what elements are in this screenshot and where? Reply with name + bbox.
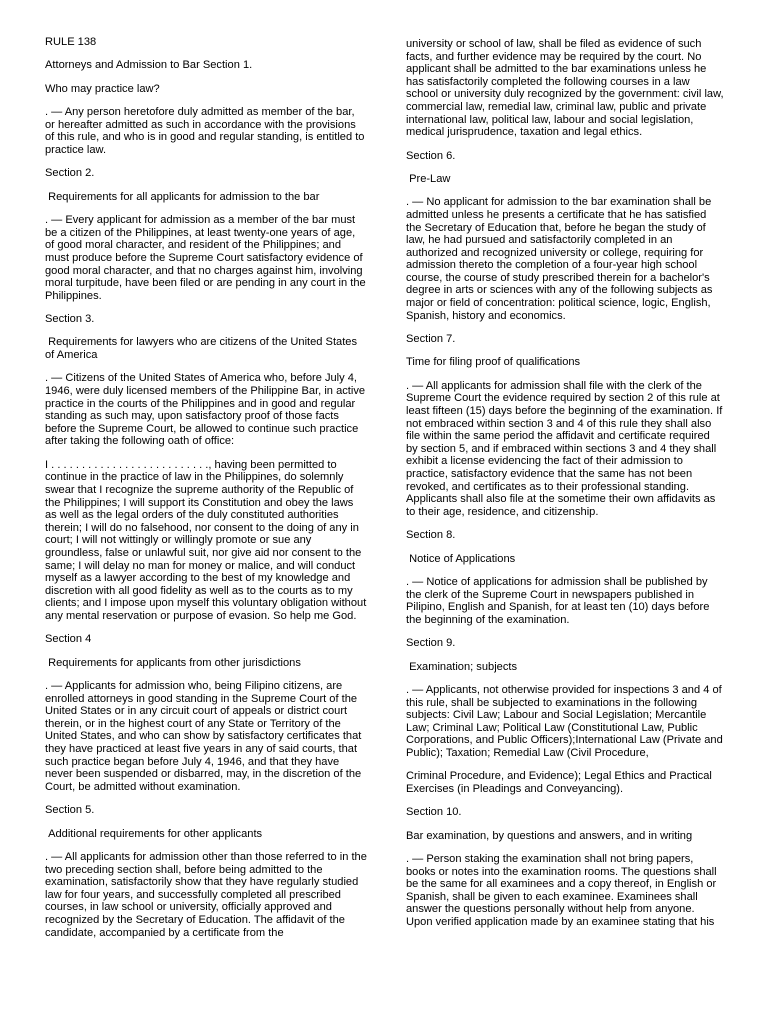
section-7-number: Section 7. xyxy=(406,333,456,346)
section-10-body: . — Person staking the examination shall not bring papers, books or notes into the examination rooms. The questions shall be the same for all examinees and a copy thereof, in English or Spanish, shall be given to each examinee. Examinees shall answer the questions personally without help from anyone. Upon verified application made by an examinee stating that his xyxy=(406,853,720,928)
section-6-number: Section 6. xyxy=(406,149,456,162)
section-4-body: . — Applicants for admission who, being Filipino citizens, are enrolled attorneys in good standing in the Supreme Court of the United States or in any circuit court of appeals or district court therein, or in the highest court of any State or Territory of the United States, and who can show by satisfactory certificates that they have practiced at least five years in any of said courts, that such practice began before July 4, 1946, and that they have never been suspended or disbarred, may, in the discretion of the Court, be admitted without examination. xyxy=(45,680,365,793)
section-3-body: . — Citizens of the United States of America who, before July 4, 1946, were duly licensed members of the Philippine Bar, in active practice in the courts of the Philippines and in good and regular standing as such may, upon satisfactory proof of those facts before the Supreme Court, be allowed to continue such practice after taking the following oath of office: xyxy=(45,372,369,448)
section-8-number: Section 8. xyxy=(406,529,456,542)
section-4-heading: Requirements for applicants from other jurisdictions xyxy=(45,656,301,669)
section-6-heading: Pre-Law xyxy=(406,172,451,185)
oath-of-office: I . . . . . . . . . . . . . . . . . . . . . . . . . ., having been permitted to continue in the practice of law in the Philippines, do solemnly swear that I recognize the supreme authority of the Republic of the Philippines; I will support its Constitution and obey the laws as well as the legal orders of the duly constituted authorities therein; I will do no falsehood, nor consent to the doing of any in court; I will not wittingly or willingly promote or sue any groundless, false or unlawful suit, nor give aid nor consent to the same; I will delay no man for money or malice, and will conduct myself as a lawyer according to the best of my knowledge and discretion with all good fidelity as well as to the courts as to my clients; and I impose upon myself this voluntary obligation without any mental reservation or purpose of evasion. So help me God. xyxy=(45,458,370,622)
section-10-number: Section 10. xyxy=(406,806,462,819)
section-8-body: . — Notice of applications for admission shall be published by the clerk of the Supreme Court in newspapers published in Pilipino, English and Spanish, for at least ten (10) days before the beginning of the examination. xyxy=(406,575,713,626)
section-7-body: . — All applicants for admission shall file with the clerk of the Supreme Court the evidence required by section 2 of this rule at least fifteen (15) days before the beginning of the examination. If not embraced within section 3 and 4 of this rule they shall also file within the same period the affidavit and certificate required by section 5, and if embraced within sections 3 and 4 they shall exhibit a license evidencing the fact of their admission to practice, satisfactory evidence that the same has not been revoked, and certificates as to their professional standing. Applicants shall also file at the sometime their own affidavits as to their age, residence, and citizenship. xyxy=(406,379,726,518)
section-5-body-continued: university or school of law, shall be filed as evidence of such facts, and further evidence may be required by the court. No applicant shall be admitted to the bar examinations unless he has satisfactorily completed the following courses in a law school or university duly recognized by the government: civil law, commercial law, remedial law, criminal law, public and private international law, political law, labour and social legislation, medical jurisprudence, taxation and legal ethics. xyxy=(406,38,727,139)
section-9-heading: Examination; subjects xyxy=(406,660,518,673)
section-4-number: Section 4 xyxy=(45,633,92,646)
section-10-heading: Bar examination, by questions and answers, and in writing xyxy=(406,829,693,842)
section-8-heading: Notice of Applications xyxy=(406,552,516,565)
section-9-number: Section 9. xyxy=(406,637,456,650)
section-5-body: . — All applicants for admission other than those referred to in the two preceding section shall, before being admitted to the examination, satisfactorily show that they have regularly studied law for four years, and successfully completed all prescribed courses, in law school or university, officially approved and recognized by the Secretary of Education. The affidavit of the candidate, accompanied by a certificate from the xyxy=(45,851,370,939)
rule-heading: RULE 138 xyxy=(45,36,97,48)
left-column xyxy=(45,36,370,950)
rule-title: Attorneys and Admission to Bar Section 1. xyxy=(45,59,253,72)
section-5-number: Section 5. xyxy=(45,804,95,817)
section-2-body: . — Every applicant for admission as a member of the bar must be a citizen of the Philippines, at least twenty-one years of age, of good moral character, and resident of the Philippines; and must produce before the Supreme Court satisfactory evidence of good moral character, and that no charges against him, involving moral turpitude, have been filed or are pending in any court in the Philippines. xyxy=(45,214,369,302)
section-5-heading: Additional requirements for other applicants xyxy=(45,827,263,840)
section-9-body-continued: Criminal Procedure, and Evidence); Legal Ethics and Practical Exercises (in Pleadings and Conveyancing). xyxy=(406,770,715,795)
section-2-heading: Requirements for all applicants for admission to the bar xyxy=(45,190,320,203)
section-1-body: . — Any person heretofore duly admitted as member of the bar, or hereafter admitted as such in accordance with the provisions of this rule, and who is in good and regular standing, is entitled to practice law. xyxy=(45,106,368,156)
section-9-body: . — Applicants, not otherwise provided for inspections 3 and 4 of this rule, shall be subjected to examinations in the following subjects: Civil Law; Labour and Social Legislation; Mercantile Law; Criminal Law; Political Law (Constitutional Law, Public Corporations, and Public Officers);International Law (Private and Public); Taxation; Remedial Law (Civil Procedure, xyxy=(406,683,726,759)
section-2-number: Section 2. xyxy=(45,167,95,180)
section-3-number: Section 3. xyxy=(45,313,95,326)
section-6-body: . — No applicant for admission to the bar examination shall be admitted unless he presents a certificate that he has satisfied the Secretary of Education that, before he began the study of law, he had pursued and satisfactorily completed in an authorized and recognized university or college, requiring for admission thereto the completion of a four-year high school course, the course of study prescribed therein for a bachelor's degree in arts or sciences with any of the following subjects as major or field of concentration: political science, logic, English, Spanish, history and economics. xyxy=(406,196,716,322)
section-7-heading: Time for filing proof of qualifications xyxy=(406,356,581,369)
section-3-heading: Requirements for lawyers who are citizens of the United States of America xyxy=(45,336,361,362)
section-1-heading: Who may practice law? xyxy=(45,82,160,95)
right-column xyxy=(406,38,727,939)
